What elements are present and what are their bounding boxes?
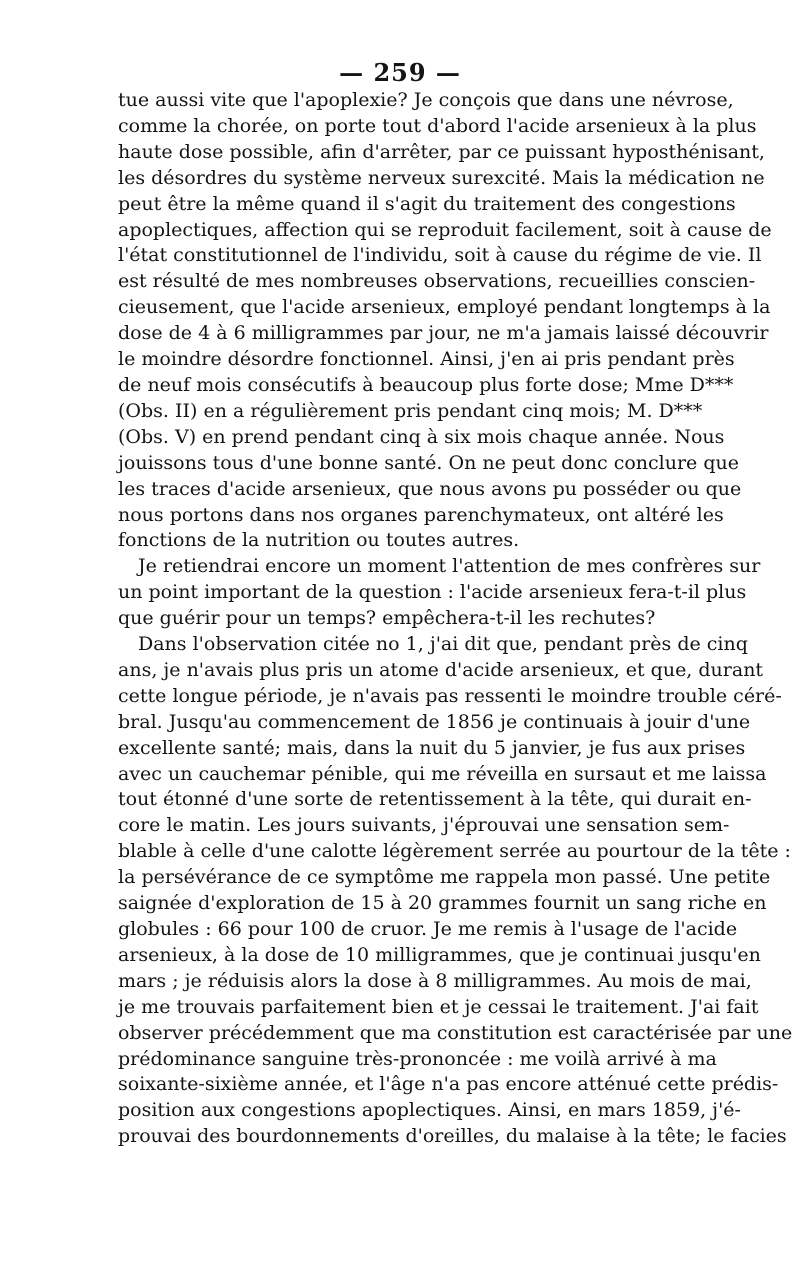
- text-line: Je retiendrai encore un moment l'attention de mes confrères sur: [138, 555, 761, 578]
- text-line: la persévérance de ce symptôme me rappela mon passé. Une petite: [118, 866, 771, 889]
- text-line: est résulté de mes nombreuses observations, recueillies conscien-: [118, 270, 756, 293]
- text-line: saignée d'exploration de 15 à 20 grammes fournit un sang riche en: [118, 892, 767, 915]
- text-line: observer précédemment que ma constitution est caractérisée par une: [118, 1021, 793, 1044]
- text-line: blable à celle d'une calotte légèrement serrée au pourtour de la tête :: [118, 840, 791, 863]
- text-line: soixante-sixième année, et l'âge n'a pas encore atténué cette prédis-: [118, 1073, 779, 1096]
- text-line: ans, je n'avais plus pris un atome d'acide arsenieux, et que, durant: [118, 658, 764, 681]
- text-line: peut être la même quand il s'agit du traitement des congestions: [118, 192, 736, 215]
- text-line: l'état constitutionnel de l'individu, soit à cause du régime de vie. Il: [118, 244, 762, 267]
- text-line: mars ; je réduisis alors la dose à 8 milligrammes. Au mois de mai,: [118, 969, 752, 992]
- text-line: prédominance sanguine très-prononcée : me voilà arrivé à ma: [118, 1047, 717, 1070]
- page-number: — 259 —: [339, 58, 461, 87]
- text-line: cette longue période, je n'avais pas ressenti le moindre trouble céré-: [118, 684, 782, 707]
- text-line: dose de 4 à 6 milligrammes par jour, ne m'a jamais laissé découvrir: [118, 322, 769, 345]
- text-line: excellente santé; mais, dans la nuit du 5 janvier, je fus aux prises: [118, 736, 746, 759]
- text-line: cieusement, que l'acide arsenieux, employé pendant longtemps à la: [118, 296, 771, 319]
- text-line: prouvai des bourdonnements d'oreilles, du malaise à la tête; le facies: [118, 1125, 787, 1148]
- text-line: position aux congestions apoplectiques. Ainsi, en mars 1859, j'é-: [118, 1099, 741, 1122]
- text-line: tue aussi vite que l'apoplexie? Je conçois que dans une névrose,: [118, 89, 734, 111]
- text-line: les désordres du système nerveux surexcité. Mais la médication ne: [118, 166, 765, 189]
- text-line: nous portons dans nos organes parenchymateux, ont altéré les: [118, 503, 724, 526]
- text-line: jouissons tous d'une bonne santé. On ne peut donc conclure que: [118, 451, 739, 474]
- text-line: tout étonné d'une sorte de retentissement à la tête, qui durait en-: [118, 788, 752, 811]
- text-line: fonctions de la nutrition ou toutes autres.: [118, 529, 520, 552]
- text-line: avec un cauchemar pénible, qui me réveilla en sursaut et me laissa: [118, 762, 767, 785]
- text-line: apoplectiques, affection qui se reproduit facilement, soit à cause de: [118, 218, 772, 241]
- text-line: core le matin. Les jours suivants, j'éprouvai une sensation sem-: [118, 814, 730, 837]
- text-line: un point important de la question : l'acide arsenieux fera-t-il plus: [118, 581, 747, 604]
- text-line: haute dose possible, afin d'arrêter, par ce puissant hyposthénisant,: [118, 140, 765, 163]
- text-line: globules : 66 pour 100 de cruor. Je me remis à l'usage de l'acide: [118, 918, 738, 940]
- text-line: que guérir pour un temps? empêchera-t-il les rechutes?: [118, 607, 656, 630]
- text-line: de neuf mois consécutifs à beaucoup plus forte dose; Mme D***: [118, 373, 734, 396]
- text-line: Dans l'observation citée no 1, j'ai dit que, pendant près de cinq: [138, 633, 748, 656]
- text-line: comme la chorée, on porte tout d'abord l'acide arsenieux à la plus: [118, 114, 757, 137]
- body-text: [118, 88, 793, 1150]
- text-line: le moindre désordre fonctionnel. Ainsi, j'en ai pris pendant près: [118, 348, 735, 371]
- text-line: je me trouvais parfaitement bien et je cessai le traitement. J'ai fait: [118, 995, 759, 1018]
- text-line: (Obs. V) en prend pendant cinq à six mois chaque année. Nous: [118, 425, 725, 448]
- text-line: bral. Jusqu'au commencement de 1856 je continuais à jouir d'une: [118, 710, 751, 733]
- text-line: les traces d'acide arsenieux, que nous avons pu posséder ou que: [118, 477, 742, 500]
- text-line: (Obs. II) en a régulièrement pris pendant cinq mois; M. D***: [118, 399, 703, 422]
- text-line: arsenieux, à la dose de 10 milligrammes, que je continuai jusqu'en: [118, 943, 761, 966]
